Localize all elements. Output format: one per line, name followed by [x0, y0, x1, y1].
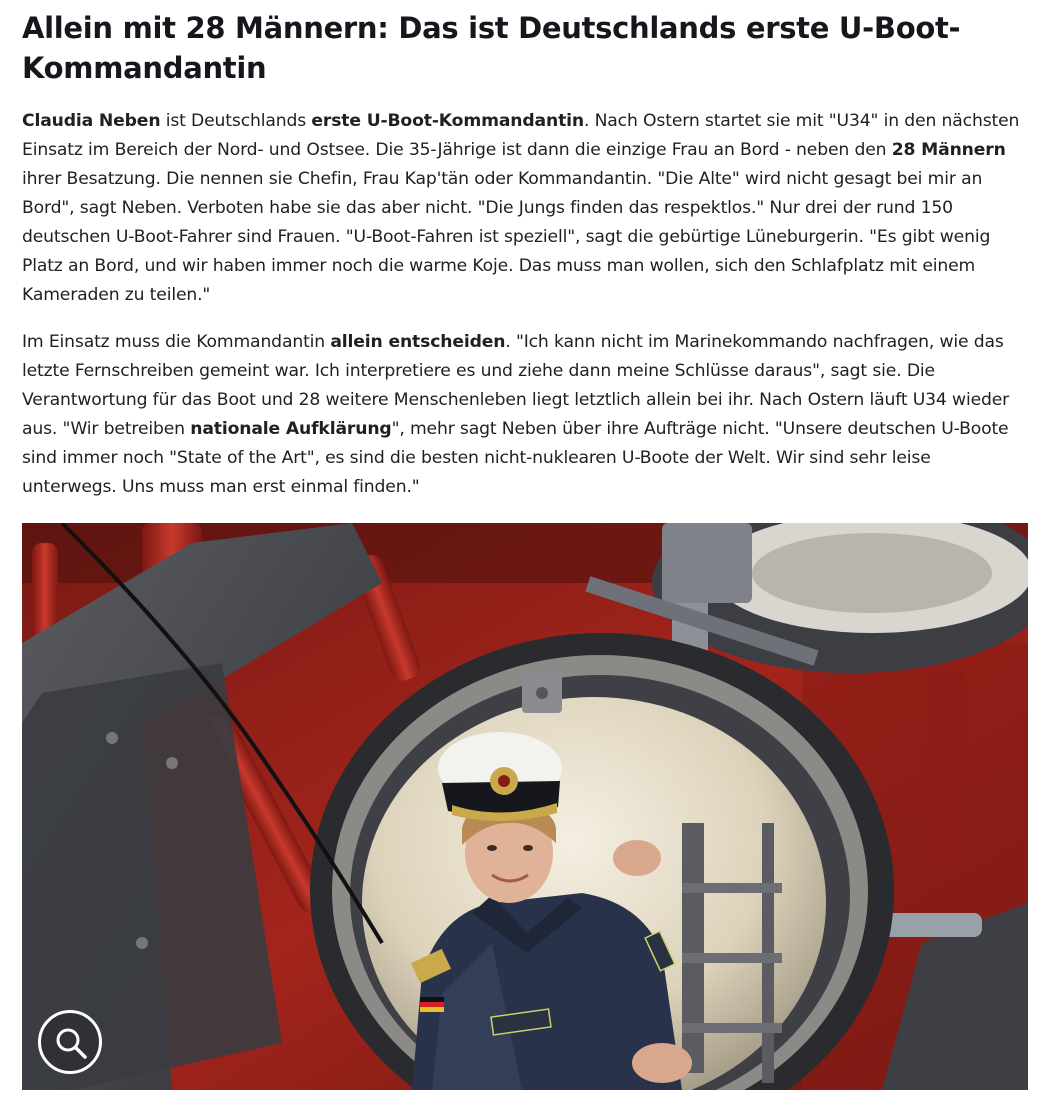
article [22, 8, 1028, 502]
paragraph-segment: . "Ich kann nicht im Marinekommando nachfragen, wie das letzte Fernschreiben gemeint war. Ich interpretiere es und ziehe dann meine Schlüsse daraus", sagt sie. Die Verantwortung für das Boot und 28 weitere Menschenleben liegt letztlich allein bei ihr. Nach Ostern läuft U34 wieder aus. "Wir betreiben [22, 332, 1010, 439]
article-paragraph-1 [22, 107, 1028, 310]
paragraph-segment: erste U-Boot-Kommandantin [311, 111, 584, 131]
article-paragraph-2 [22, 328, 1028, 502]
paragraph-segment: . Nach Ostern startet sie mit "U34" in den nächsten Einsatz im Bereich der Nord- und Ostsee. Die 35-Jährige ist dann die einzige Frau an Bord - neben den [22, 111, 1020, 160]
photo-illustration [22, 523, 1028, 1090]
paragraph-segment: ist Deutschlands [160, 111, 312, 131]
paragraph-segment: 28 Männern [891, 140, 1006, 160]
magnifier-icon [54, 1026, 88, 1060]
article-headline: Allein mit 28 Männern: Das ist Deutschlands erste U-Boot-Kommandantin [22, 11, 961, 85]
paragraph-segment: nationale Aufklärung [190, 419, 392, 439]
paragraph-segment: Im Einsatz muss die Kommandantin [22, 332, 331, 352]
paragraph-segment: allein entscheiden [330, 332, 506, 352]
paragraph-segment: Claudia Neben [22, 111, 161, 131]
article-photo[interactable] [22, 523, 1028, 1090]
zoom-button[interactable] [38, 1010, 102, 1074]
paragraph-segment: ", mehr sagt Neben über ihre Aufträge nicht. "Unsere deutschen U-Boote sind immer noch "State of the Art", es sind die besten nicht-nuklearen U-Boote der Welt. Wir sind sehr leise unterwegs. Uns muss man erst einmal finden." [22, 419, 1009, 497]
paragraph-segment: ihrer Besatzung. Die nennen sie Chefin, Frau Kap'tän oder Kommandantin. "Die Alte" wird nicht gesagt bei mir an Bord", sagt Neben. Verboten habe sie das aber nicht. "Die Jungs finden das respektlos." Nur drei der rund 150 deutschen U-Boot-Fahrer sind Frauen. "U-Boot-Fahren ist speziell", sagt die gebürtige Lüneburgerin. "Es gibt wenig Platz an Bord, und wir haben immer noch die warme Koje. Das muss man wollen, sich den Schlafplatz mit einem Kameraden zu teilen." [22, 169, 991, 305]
